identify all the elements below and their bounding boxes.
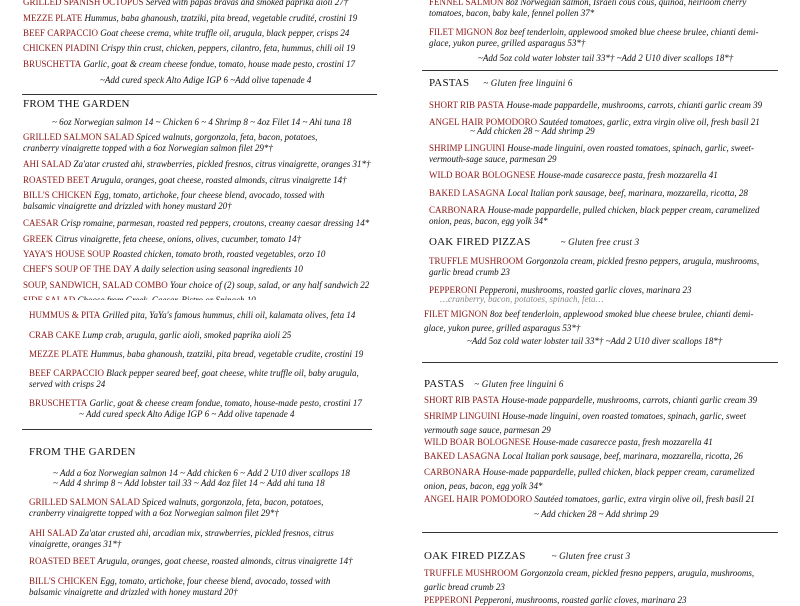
list-item xyxy=(429,170,800,181)
item-name: ROASTED BEET xyxy=(29,556,96,566)
pastas-header: PASTAS xyxy=(424,378,465,390)
item-desc: House-made linguini, oven roasted tomatoes, spinach, garlic, sweet vermouth sage sauce, parmesan 29 xyxy=(424,411,747,435)
item-name: BEEF CARPACCIO xyxy=(29,368,104,378)
item-name: CARBONARA xyxy=(424,467,481,477)
item-name: ANGEL HAIR POMODORO xyxy=(424,494,533,504)
item-name: GRILLED SPANISH OCTOPUS xyxy=(23,0,144,7)
list-item xyxy=(429,0,774,19)
item-desc: 8oz beef tenderloin, applewood smoked blue cheese brulee, chianti demi-glace, yukon puree, grilled asparagus 53*† xyxy=(424,309,754,333)
list-item xyxy=(23,132,353,154)
divider xyxy=(422,70,778,71)
divider xyxy=(22,94,377,95)
item-desc: Sautéed tomatoes, garlic, extra virgin olive oil, fresh basil 21 xyxy=(537,117,760,127)
item-name: WILD BOAR BOLOGNESE xyxy=(424,437,531,447)
item-desc: Crispy thin crust, chicken, peppers, cilantro, feta, hummus, chili oil 19 xyxy=(98,43,356,53)
item-desc: Egg, tomato, artichoke, four cheese blend, avocado, tossed with balsamic vinaigrette and drizzled with honey mustard 20† xyxy=(23,190,325,211)
item-desc: Local Italian pork sausage, beef, marinara, mozzarella, ricotta, 26 xyxy=(500,451,743,461)
item-name: GREEK xyxy=(23,234,53,244)
item-name: YAYA'S HOUSE SOUP xyxy=(23,249,111,259)
list-item xyxy=(424,307,769,335)
item-desc: Spiced walnuts, gorgonzola, feta, bacon, potatoes, cranberry vinaigrette topped with a 6oz Norwegian salmon filet 29*† xyxy=(29,497,324,518)
list-item xyxy=(23,13,400,24)
item-desc: House-made pappardelle, mushrooms, carrots, chianti garlic cream 39 xyxy=(504,100,763,110)
item-desc: 8oz Norwegian salmon, Israeli cous cous, quinoa, heirloom cherry tomatoes, bacon, baby kale, fennel pollen 37* xyxy=(429,0,747,18)
item-desc: Spiced walnuts, gorgonzola, feta, bacon, potatoes, cranberry vinaigrette topped with a 6oz Norwegian salmon filet 29*† xyxy=(23,132,318,153)
item-name: TRUFFLE MUSHROOM xyxy=(424,568,519,578)
item-name: SHRIMP LINGUINI xyxy=(424,411,500,421)
pizzas-note: ~ Gluten free crust 3 xyxy=(551,551,631,561)
panel-top-right xyxy=(400,0,800,300)
item-name: SOUP, SANDWICH, SALAD COMBO xyxy=(23,280,168,290)
addons-note: ~ Add chicken 28 ~ Add shrimp 29 xyxy=(534,509,659,519)
item-desc: House-made linguini, oven roasted tomatoes, spinach, garlic, sweet-vermouth-sage sauce, parmesan 29 xyxy=(429,143,755,164)
addons-note: ~Add 5oz cold water lobster tail 33*† ~Add 2 U10 diver scallops 18*† xyxy=(467,336,723,346)
list-item xyxy=(29,398,400,409)
item-desc: Pepperoni, mushrooms, roasted garlic cloves, marinara 23 xyxy=(477,285,692,295)
panel-bottom-left xyxy=(0,300,400,600)
item-name: FENNEL SALMON xyxy=(429,0,504,7)
item-desc: House-made pappardelle, mushrooms, carrots, chianti garlic cream 39 xyxy=(499,395,758,405)
list-item xyxy=(23,190,353,212)
item-desc: Hummus, baba ghanoush, tzatziki, pita bread, vegetable crudité, crostini 19 xyxy=(82,13,358,23)
addons-note: ~ Add a 6oz Norwegian salmon 14 ~ Add chicken 6 ~ Add 2 U10 diver scallops 18 xyxy=(53,468,350,478)
item-desc: House-made casarecce pasta, fresh mozzarella 41 xyxy=(530,437,713,447)
list-item xyxy=(29,349,400,360)
pizzas-header: OAK FIRED PIZZAS xyxy=(429,236,531,248)
list-item xyxy=(429,256,774,278)
item-name: CARBONARA xyxy=(429,205,486,215)
item-name: MEZZE PLATE xyxy=(23,13,83,23)
list-item xyxy=(429,188,800,199)
item-name: ROASTED BEET xyxy=(23,175,90,185)
item-name: FILET MIGNON xyxy=(429,27,493,37)
item-name: TRUFFLE MUSHROOM xyxy=(429,256,524,266)
list-item xyxy=(23,264,400,275)
list-item xyxy=(429,100,800,111)
item-name: GRILLED SALMON SALAD xyxy=(29,497,140,507)
item-desc: Local Italian pork sausage, beef, marinara, mozzarella, ricotta, 28 xyxy=(505,188,748,198)
item-name: MEZZE PLATE xyxy=(29,349,89,359)
item-desc: Citrus vinaigrette, feta cheese, onions, olives, cucumber, tomato 14† xyxy=(53,234,302,244)
list-item xyxy=(23,249,400,260)
item-name: CRAB CAKE xyxy=(29,330,81,340)
item-name: ANGEL HAIR POMODORO xyxy=(429,117,538,127)
item-desc: House-made pappardelle, pulled chicken, black pepper cream, caramelized onion, peas, bacon, egg yolk 34* xyxy=(424,467,755,491)
item-desc: A daily selection using seasonal ingredients 10 xyxy=(131,264,303,274)
item-desc: Garlic, goat & cheese cream fondue, tomato, house-made pesto, crostini 17 xyxy=(87,398,362,408)
list-item xyxy=(23,280,400,291)
list-item xyxy=(23,28,400,39)
addons-note: ~Add cured speck Alto Adige IGP 6 ~Add olive tapenade 4 xyxy=(100,75,312,85)
item-name: BAKED LASAGNA xyxy=(429,188,506,198)
item-name: HUMMUS & PITA xyxy=(29,310,101,320)
list-item xyxy=(424,409,764,437)
divider xyxy=(422,532,778,533)
list-item xyxy=(29,576,354,598)
list-item xyxy=(29,368,359,390)
panel-bottom-right xyxy=(400,294,800,605)
item-name: BILL'S CHICKEN xyxy=(29,576,98,586)
item-desc: Arugula, oranges, goat cheese, roasted almonds, citrus vinaigrette 14† xyxy=(95,556,353,566)
item-name: CHEF'S SOUP OF THE DAY xyxy=(23,264,132,274)
item-name: BAKED LASAGNA xyxy=(424,451,501,461)
item-name: SHORT RIB PASTA xyxy=(424,395,500,405)
item-name: BILL'S CHICKEN xyxy=(23,190,92,200)
item-desc: Sautéed tomatoes, garlic, extra virgin olive oil, fresh basil 21 xyxy=(532,494,755,504)
list-item xyxy=(23,159,400,170)
pastas-header: PASTAS xyxy=(429,77,470,89)
item-name: SHORT RIB PASTA xyxy=(429,100,505,110)
list-item xyxy=(29,556,400,567)
item-desc: Your choice of (2) soup, salad, or any half sandwich 22 xyxy=(167,280,370,290)
list-item xyxy=(23,234,400,245)
list-item xyxy=(424,451,800,462)
list-item xyxy=(29,310,400,321)
list-item xyxy=(29,528,359,550)
partial-text: …cranberry, bacon, potatoes, spinach, feta… xyxy=(440,294,604,304)
divider xyxy=(422,362,778,363)
item-name: PEPPERONI xyxy=(429,285,478,295)
section-header: FROM THE GARDEN xyxy=(23,98,130,110)
section-header: FROM THE GARDEN xyxy=(29,446,136,458)
item-desc: House-made casarecce pasta, fresh mozzarella 41 xyxy=(535,170,718,180)
item-name: PEPPERONI xyxy=(424,595,473,605)
item-desc: Za'atar crusted ahi, arcadian mix, strawberries, pickled fresnos, citrus vinaigrette, oranges 31*† xyxy=(29,528,334,549)
pastas-note: ~ Gluten free linguini 6 xyxy=(474,379,564,389)
list-item xyxy=(29,330,400,341)
pizzas-note: ~ Gluten free crust 3 xyxy=(560,237,640,247)
list-item xyxy=(424,465,769,493)
item-desc: Served with papas bravas and smoked paprika aioli 27† xyxy=(143,0,349,7)
item-name: BRUSCHETTA xyxy=(23,59,82,69)
panel-top-left xyxy=(0,0,400,300)
addons-note: ~ Add cured speck Alto Adige IGP 6 ~ Add olive tapenade 4 xyxy=(79,409,295,419)
section-header xyxy=(429,237,800,248)
item-desc: Garlic, goat & cream cheese fondue, tomato, house made pesto, crostini 17 xyxy=(81,59,356,69)
pastas-note: ~ Gluten free linguini 6 xyxy=(483,78,573,88)
item-name: CAESAR xyxy=(23,218,59,228)
list-item xyxy=(23,175,400,186)
item-desc: Pepperoni, mushrooms, roasted garlic cloves, marinara 23 xyxy=(472,595,687,605)
addons-note: ~ Add 4 shrimp 8 ~ Add lobster tail 33 ~ Add 4oz filet 14 ~ Add ahi tuna 18 xyxy=(53,478,325,488)
item-desc: Crisp romaine, parmesan, roasted red peppers, croutons, creamy caesar dressing 14* xyxy=(58,218,370,228)
list-item xyxy=(29,497,349,519)
list-item xyxy=(429,143,774,165)
item-desc: Roasted chicken, tomato broth, roasted vegetables, orzo 10 xyxy=(110,249,326,259)
addons-note: ~Add 5oz cold water lobster tail 33*† ~Add 2 U10 diver scallops 18*† xyxy=(478,53,734,63)
item-desc: Za'atar crusted ahi, strawberries, pickled fresnos, citrus vinaigrette, oranges 31*† xyxy=(71,159,371,169)
item-desc: 8oz beef tenderloin, applewood smoked blue cheese brulee, chianti demi-glace, yukon puree, grilled asparagus 53*† xyxy=(429,27,759,48)
item-desc: Lump crab, arugula, garlic aioli, smoked paprika aioli 25 xyxy=(80,330,292,340)
list-item xyxy=(424,595,800,606)
item-desc: Goat cheese crema, white truffle oil, arugula, black pepper, crisps 24 xyxy=(97,28,350,38)
list-item xyxy=(429,27,774,49)
item-name: AHI SALAD xyxy=(29,528,78,538)
item-name: GRILLED SALMON SALAD xyxy=(23,132,134,142)
item-desc: Grilled pita, YaYa's famous hummus, chili oil, kalamata olives, feta 14 xyxy=(100,310,356,320)
item-name: CHICKEN PIADINI xyxy=(23,43,99,53)
item-name: FILET MIGNON xyxy=(424,309,488,319)
list-item xyxy=(424,566,769,594)
list-item xyxy=(23,218,400,229)
section-header xyxy=(424,379,800,390)
item-desc: Egg, tomato, artichoke, four cheese blend, avocado, tossed with balsamic vinaigrette and drizzled with honey mustard 20† xyxy=(29,576,331,597)
divider xyxy=(22,429,372,430)
list-item xyxy=(424,494,800,505)
item-desc: Gorgonzola cream, pickled fresno peppers, arugula, mushrooms, garlic bread crumb 23 xyxy=(429,256,760,277)
item-desc: Black pepper seared beef, goat cheese, white truffle oil, baby arugula, served with crisps 24 xyxy=(29,368,359,389)
item-desc: House-made pappardelle, pulled chicken, black pepper cream, caramelized onion, peas, bacon, egg yolk 34* xyxy=(429,205,760,226)
list-item xyxy=(23,59,400,70)
pizzas-header: OAK FIRED PIZZAS xyxy=(424,550,526,562)
list-item xyxy=(424,437,800,448)
item-name: WILD BOAR BOLOGNESE xyxy=(429,170,536,180)
list-item xyxy=(23,43,400,54)
item-name: AHI SALAD xyxy=(23,159,72,169)
item-desc: Arugula, oranges, goat cheese, roasted almonds, citrus vinaigrette 14† xyxy=(89,175,347,185)
item-name: SHRIMP LINGUINI xyxy=(429,143,505,153)
item-desc: Hummus, baba ghanoush, tzatziki, pita bread, vegetable crudite, crostini 19 xyxy=(88,349,364,359)
list-item xyxy=(429,205,774,227)
addons-note: ~ Add chicken 28 ~ Add shrimp 29 xyxy=(470,126,595,136)
section-header xyxy=(429,78,800,89)
addons-note: ~ 6oz Norwegian salmon 14 ~ Chicken 6 ~ 4 Shrimp 8 ~ 4oz Filet 14 ~ Ahi tuna 18 xyxy=(52,117,352,127)
list-item xyxy=(23,0,400,8)
item-name: BEEF CARPACCIO xyxy=(23,28,98,38)
item-name: BRUSCHETTA xyxy=(29,398,88,408)
item-desc: Gorgonzola cream, pickled fresno peppers, arugula, mushrooms, garlic bread crumb 23 xyxy=(424,568,755,592)
list-item xyxy=(424,395,800,406)
section-header xyxy=(424,551,800,562)
